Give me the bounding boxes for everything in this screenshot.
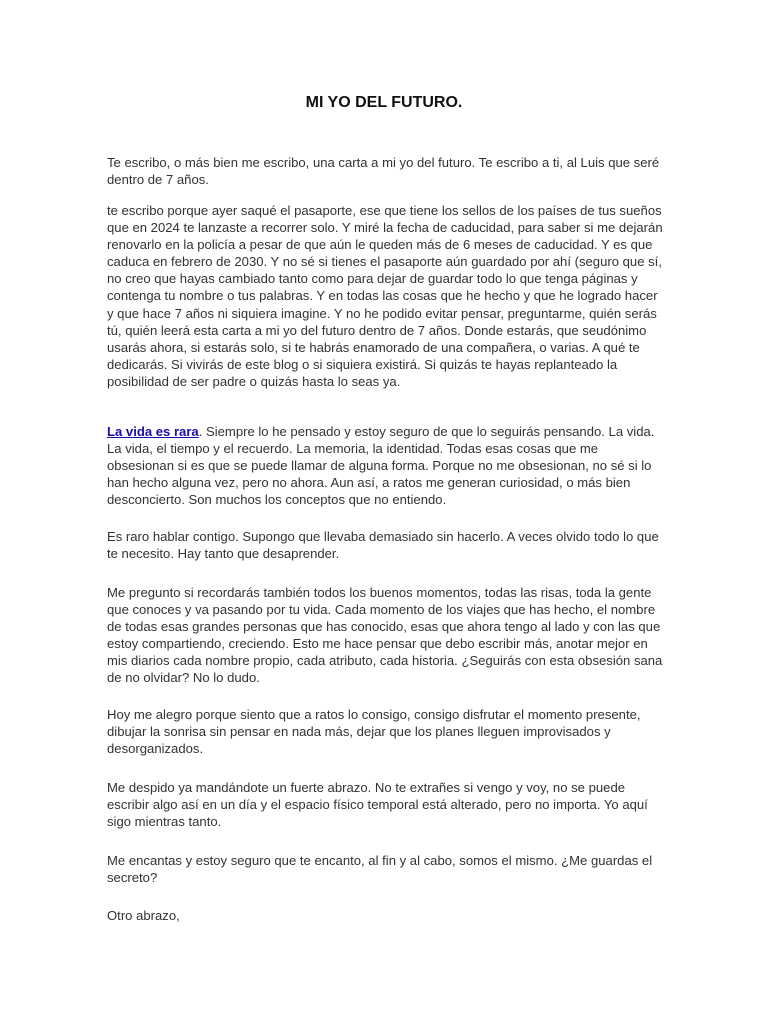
paragraph-6: Hoy me alegro porque siento que a ratos lo consigo, consigo disfrutar el momento presente, dibujar la sonrisa sin pensar en nada más, dejar que los planes lleguen improvisados y desorganizados. <box>107 707 641 757</box>
document-title: MI YO DEL FUTURO. <box>305 94 463 111</box>
paragraph-3-text: . Siempre lo he pensado y estoy seguro de que lo seguirás pensando. La vida. La vida, el tiempo y el recuerdo. La memoria, la identidad. Todas esas cosas que me obsesionan si es que se puede llamar de alguna forma. Porque no me obsesionan, no sé si lo han hecho alguna vez, pero no ahora. Aun así, a ratos me generan curiosidad, o más bien desconcierto. Son muchos los conceptos que no entiendo. <box>107 424 655 508</box>
la-vida-es-rara-link[interactable]: La vida es rara <box>107 424 199 439</box>
paragraph-5: Me pregunto si recordarás también todos los buenos momentos, todas las risas, toda la gente que conoces y va pasando por tu vida. Cada momento de los viajes que has hecho, el nombre de todas esas grandes personas que has conocido, esas que ahora tengo al lado y con las que estoy compartiendo, creciendo. Esto me hace pensar que debo escribir más, anotar mejor en mis diarios cada nombre propio, cada atributo, cada historia. ¿Seguirás con esta obsesión sana de no olvidar? No lo dudo. <box>107 585 663 686</box>
paragraph-2: te escribo porque ayer saqué el pasaporte, ese que tiene los sellos de los países de tus sueños que en 2024 te lanzaste a recorrer solo. Y miré la fecha de caducidad, para saber si me dejarán renovarlo en la policía a pesar de que aún le queden más de 6 meses de caducidad. Y es que caduca en febrero de 2030. Y no sé si tienes el pasaporte aún guardado por ahí (seguro que sí, no creo que hayas cambiado tanto como para dejar de guardar todo lo que tenga páginas y contenga tu nombre o tus palabras. Y en todas las cosas que he hecho y que he logrado hacer y que hace 7 años ni siquiera imagine. Y no he podido evitar pensar, preguntarme, quién serás tú, quién leerá esta carta a mi yo del futuro dentro de 7 años. Donde estarás, que seudónimo usarás ahora, si estarás solo, si te habrás enamorado de una compañera, o varias. A qué te dedicarás. Si vivirás de este blog o si siquiera existirá. Si quizás te hayas replanteado la posibilidad de ser padre o quizás hasta lo seas ya. <box>107 203 663 389</box>
paragraph-9: Otro abrazo, <box>107 908 180 923</box>
paragraph-3 <box>107 423 663 508</box>
paragraph-4: Es raro hablar contigo. Supongo que llevaba demasiado sin hacerlo. A veces olvido todo lo que te necesito. Hay tanto que desaprender. <box>107 529 659 562</box>
paragraph-8: Me encantas y estoy seguro que te encanto, al fin y al cabo, somos el mismo. ¿Me guardas el secreto? <box>107 853 653 886</box>
paragraph-7: Me despido ya mandándote un fuerte abrazo. No te extrañes si vengo y voy, no se puede escribir algo así en un día y el espacio físico temporal está alterado, pero no importa. Yo aquí sigo mientras tanto. <box>107 780 648 830</box>
paragraph-1: Te escribo, o más bien me escribo, una carta a mi yo del futuro. Te escribo a ti, al Luis que seré dentro de 7 años. <box>107 155 660 188</box>
